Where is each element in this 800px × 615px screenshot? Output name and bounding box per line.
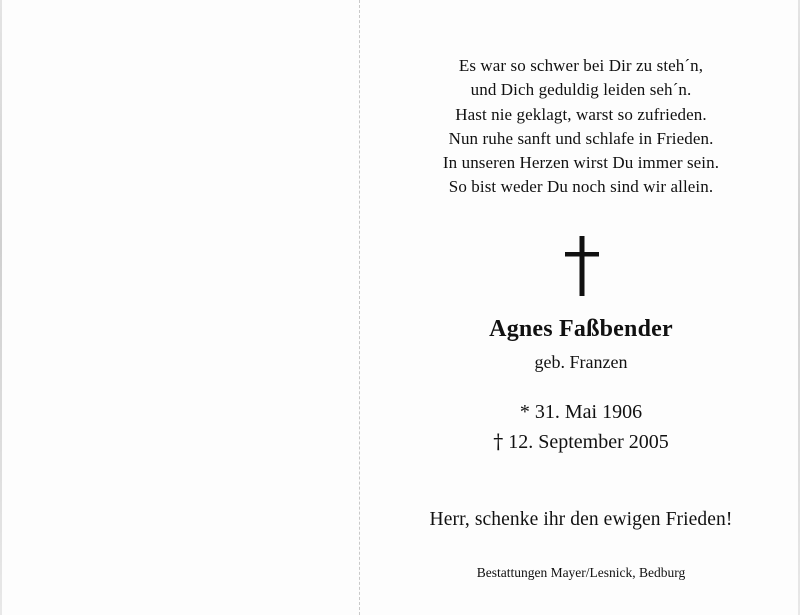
deceased-name: Agnes Faßbender (489, 316, 673, 342)
poem-line: So bist weder Du noch sind wir allein. (448, 177, 714, 197)
prayer-line: Herr, schenke ihr den ewigen Frieden! (429, 509, 733, 530)
death-date: 12. September 2005 (508, 431, 669, 453)
poem-line: Es war so schwer bei Dir zu steh´n, (458, 56, 704, 75)
birth-date: * 31. Mai 1906 (519, 401, 643, 423)
poem-line: Hast nie geklagt, warst so zufrieden. (455, 104, 707, 124)
poem-line: In unseren Herzen wirst Du immer sein. (442, 153, 720, 173)
scan-edge-left (0, 0, 2, 615)
death-date-line (362, 427, 800, 457)
undertaker-credit: Bestattungen Mayer/Lesnick, Bedburg (476, 565, 686, 580)
maiden-name: geb. Franzen (534, 352, 628, 372)
dagger-icon: † (493, 429, 504, 453)
poem-line: und Dich geduldig leiden seh´n. (470, 80, 692, 100)
life-dates (362, 398, 800, 457)
cross-container (362, 236, 800, 300)
latin-cross-icon (565, 236, 599, 296)
card-fold-line (359, 0, 360, 615)
right-panel (362, 0, 800, 615)
memorial-poem (362, 54, 800, 200)
poem-line: Nun ruhe sanft und schlafe in Frieden. (448, 128, 714, 148)
